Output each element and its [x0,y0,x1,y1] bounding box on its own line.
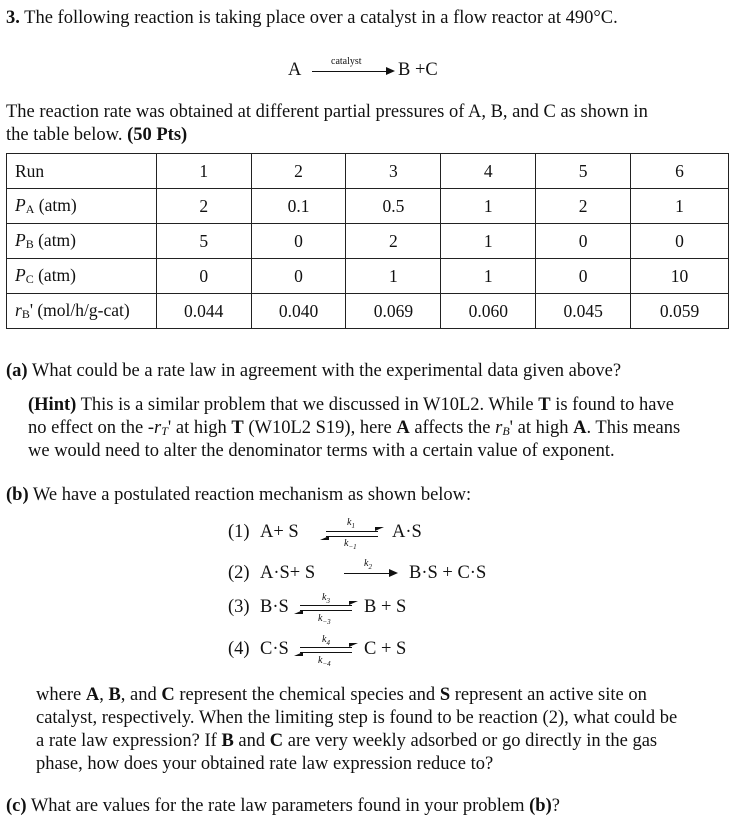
table-cell: 0 [536,224,631,259]
hint-label: (Hint) [28,395,77,415]
hint-text-2d: affects the [414,418,491,438]
forward-arrow-head [375,527,384,531]
k-top: $k_4$ [322,634,330,647]
reverse-arrow-head [320,536,329,540]
table-cell: 0 [536,259,631,294]
step-right: C + S [364,639,407,659]
step-number: (1) [228,522,250,542]
intro-line2 [6,124,187,147]
para-text: represent the chemical species and [179,685,436,705]
hint-line1 [28,394,674,417]
table-header-row [7,154,729,189]
hint-line3: we would need to alter the denominator terms with a certain value of exponent. [28,441,615,461]
rb-sub: B [502,424,510,438]
part-a-question [6,360,621,383]
reverse-arrow-line [300,610,352,611]
row-label-pc: $P_C$ (atm) [7,259,157,294]
k-bottom: $k_{-4}$ [318,655,331,668]
k-bottom: $k_{-3}$ [318,613,331,626]
para-bold-a: A [85,685,100,705]
hint-text-2a: no effect on the - [28,418,155,438]
k-top: $k_1$ [347,517,355,530]
para-bold-b: B [108,685,121,705]
k-top: $k_2$ [364,558,372,571]
table-cell: 0.059 [631,294,729,329]
hint-text-1: This is a similar problem that we discussed in W10L2. While [80,395,534,415]
part-a-label: (a) [6,361,28,381]
step-right: B + S [364,597,407,617]
data-table [6,153,729,329]
forward-arrow-line [300,605,352,606]
table-cell: 0.069 [346,294,441,329]
para-bold-c: C [161,685,175,705]
part-a-text: What could be a rate law in agreement with the experimental data given above? [31,361,622,381]
part-b-para-line2: catalyst, respectively. When the limiting step is found to be reaction (2), what could be [36,708,678,728]
part-c-question [6,795,560,818]
run-5: 5 [536,154,631,189]
step-number: (4) [228,639,250,659]
para-text: are very weekly adsorbed or go directly in the gas [287,731,658,751]
part-c-label: (c) [6,796,27,816]
part-b-para-line4: phase, how does your obtained rate law expression reduce to? [36,754,494,774]
row-label-rb: $r_B'$ (mol/h/g-cat) [7,294,157,329]
para-bold-c2: C [269,731,284,751]
table-cell: 0.1 [251,189,346,224]
table-cell: 0 [631,224,729,259]
reverse-arrow-head [294,610,303,614]
part-b-para-line1 [36,684,647,707]
para-comma: , [99,685,104,705]
table-row-pb [7,224,729,259]
table-row-rb [7,294,729,329]
run-6: 6 [631,154,729,189]
table-cell: 2 [536,189,631,224]
arrow-line [344,573,390,574]
para-bold-b2: B [221,731,234,751]
part-b-label: (b) [6,485,29,505]
table-cell: 0 [156,259,251,294]
para-text: represent an active site on [454,685,647,705]
hint-bold-a2: A [573,418,587,438]
reaction-arrow-head [386,67,395,75]
hint-text-2e: ' at high [509,418,569,438]
table-cell: 2 [156,189,251,224]
forward-arrow-head [349,601,358,605]
part-c-end: ? [551,796,560,816]
reverse-arrow-line [326,536,378,537]
hint-text-1-end: is found to have [555,395,674,415]
run-3: 3 [346,154,441,189]
para-text: and [238,731,266,751]
hint-text-2f: . This means [586,418,681,438]
table-cell: 1 [441,189,536,224]
hint-bold-t2: T [231,418,244,438]
header-run-label: Run [7,154,157,189]
part-c-ref: (b) [529,796,552,816]
hint-bold-t: T [538,395,551,415]
intro-line2-text: the table below. [6,125,123,145]
run-2: 2 [251,154,346,189]
step-left: A·S+ S [260,563,316,583]
catalyst-label: catalyst [331,56,362,67]
run-4: 4 [441,154,536,189]
para-bold-s: S [439,685,451,705]
table-cell: 0.044 [156,294,251,329]
rt-symbol: r [154,418,162,438]
run-1: 1 [156,154,251,189]
question-title [6,7,618,30]
table-cell: 2 [346,224,441,259]
table-cell: 5 [156,224,251,259]
step-right: B·S + C·S [409,563,487,583]
para-text: a rate law expression? If [36,731,217,751]
hint-bold-a: A [396,418,410,438]
reaction-arrow-line [312,71,387,72]
arrow-head [389,569,398,577]
table-cell: 0.040 [251,294,346,329]
reverse-arrow-head [294,652,303,656]
table-cell: 1 [346,259,441,294]
question-number: 3. [6,8,20,28]
table-cell: 0.045 [536,294,631,329]
table-cell: 0 [251,224,346,259]
step-number: (3) [228,597,250,617]
question-text: The following reaction is taking place over a catalyst in a flow reactor at 490°C. [24,8,618,28]
row-label-pb: $P_B$ (atm) [7,224,157,259]
step-right: A·S [392,522,422,542]
table-cell: 0.5 [346,189,441,224]
para-text: where [36,685,82,705]
step-number: (2) [228,563,250,583]
table-row-pc [7,259,729,294]
table-cell: 0.060 [441,294,536,329]
forward-arrow-head [349,643,358,647]
table-cell: 1 [441,224,536,259]
part-c-text: What are values for the rate law parameters found in your problem [30,796,525,816]
hint-text-2b: ' at high [167,418,227,438]
points-label: (50 Pts) [127,125,188,145]
table-cell: 0 [251,259,346,294]
step-left: C·S [260,639,289,659]
rb-symbol: r [495,418,503,438]
reactant-a: A [288,60,302,80]
table-row-pa [7,189,729,224]
part-b-text: We have a postulated reaction mechanism as shown below: [32,485,472,505]
reverse-arrow-line [300,652,352,653]
step-left: A+ S [260,522,299,542]
hint-text-2c: (W10L2 S19), here [248,418,392,438]
row-label-pa: $P_A$ (atm) [7,189,157,224]
para-text: , and [120,685,157,705]
table-cell: 1 [631,189,729,224]
part-b-para-line3 [36,730,657,753]
forward-arrow-line [300,647,352,648]
part-b-question [6,484,471,507]
table-cell: 10 [631,259,729,294]
rt-sub: T [161,424,168,438]
k-bottom: $k_{-1}$ [344,538,357,551]
k-top: $k_3$ [322,592,330,605]
table-cell: 1 [441,259,536,294]
step-left: B·S [260,597,289,617]
products: B +C [398,60,438,80]
forward-arrow-line [326,531,378,532]
intro-line1: The reaction rate was obtained at different partial pressures of A, B, and C as shown in [6,102,648,122]
